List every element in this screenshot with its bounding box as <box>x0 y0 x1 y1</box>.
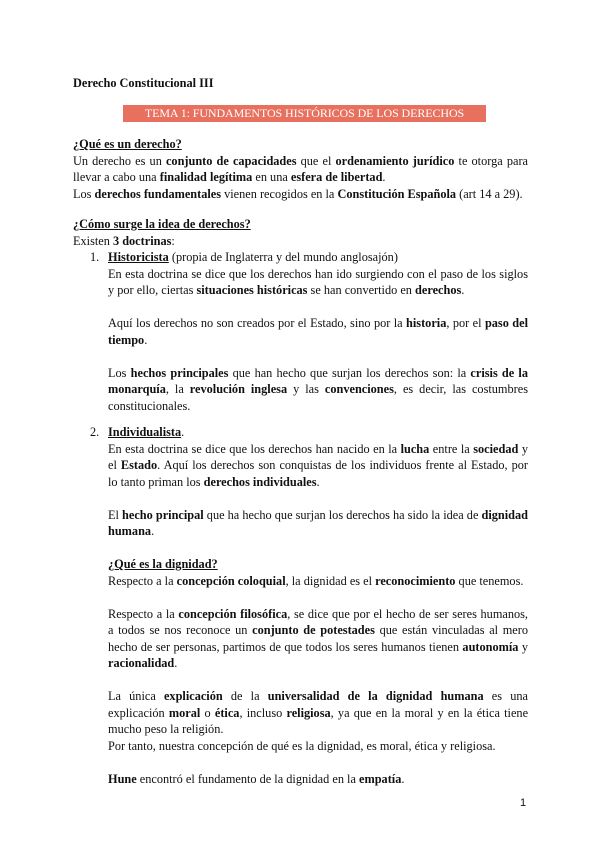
document-title: Derecho Constitucional III <box>73 76 214 90</box>
section-title: ¿Cómo surge la idea de derechos? <box>73 217 251 231</box>
paragraph: Respecto a la concepción coloquial, la dignidad es el reconocimiento que tenemos. <box>108 573 524 588</box>
paragraph: Por tanto, nuestra concepción de qué es la dignidad, es moral, ética y religiosa. <box>108 738 496 753</box>
tema-heading: TEMA 1: FUNDAMENTOS HISTÓRICOS DE LOS DERECHOS <box>123 105 486 122</box>
section-what-is-right <box>73 136 528 202</box>
list-number: 2. <box>90 425 100 439</box>
paragraph: Un derecho es un conjunto de capacidades que el ordenamiento jurídico te otorga para llevar a cabo una finalidad legítima en una esfera de libertad. <box>73 153 528 184</box>
paragraph: Aquí los derechos no son creados por el Estado, sino por la historia, por el paso del tiempo. <box>108 316 528 347</box>
page-number: 1 <box>520 797 527 809</box>
section-title: ¿Qué es un derecho? <box>73 137 182 151</box>
paragraph: Los derechos fundamentales vienen recogidos en la Constitución Española (art 14 a 29). <box>73 186 523 201</box>
paragraph: Hune encontró el fundamento de la dignidad en la empatía. <box>108 771 405 786</box>
dignity-question-title: ¿Qué es la dignidad? <box>108 557 218 571</box>
paragraph: Existen 3 doctrinas: <box>73 233 175 248</box>
doctrine-name: Individualista. <box>108 425 185 439</box>
doctrine-individualist <box>108 424 528 787</box>
doctrine-name: Historicista (propia de Inglaterra y del mundo anglosajón) <box>108 250 398 264</box>
section-origin-of-rights <box>73 216 528 249</box>
list-number: 1. <box>90 250 100 264</box>
paragraph: La única explicación de la universalidad de la dignidad humana es una explicación moral o ética, incluso religiosa, ya que en la moral y en la ética tiene mucho peso la religión. <box>108 689 529 736</box>
paragraph: El hecho principal que ha hecho que surjan los derechos ha sido la idea de dignidad humana. <box>108 507 528 538</box>
paragraph: En esta doctrina se dice que los derechos han nacido en la lucha entre la sociedad y el Estado. Aquí los derechos son conquistas de los individuos frente al Estado, por lo tanto priman los derechos individuales. <box>108 441 528 489</box>
paragraph: Los hechos principales que han hecho que surjan los derechos son: la crisis de la monarquía, la revolución inglesa y las convenciones, es decir, las costumbres constitucionales. <box>108 365 528 413</box>
paragraph: Respecto a la concepción filosófica, se dice que por el hecho de ser seres humanos, a todos se nos reconoce un conjunto de potestades que están vinculadas al mero hecho de ser personas, partimos de que todos los seres humanos tienen autonomía y racionalidad. <box>108 606 529 670</box>
paragraph: En esta doctrina se dice que los derechos han ido surgiendo con el paso de los siglos y por ello, ciertas situaciones históricas se han convertido en derechos. <box>108 266 528 297</box>
doctrine-historicist <box>108 249 528 414</box>
